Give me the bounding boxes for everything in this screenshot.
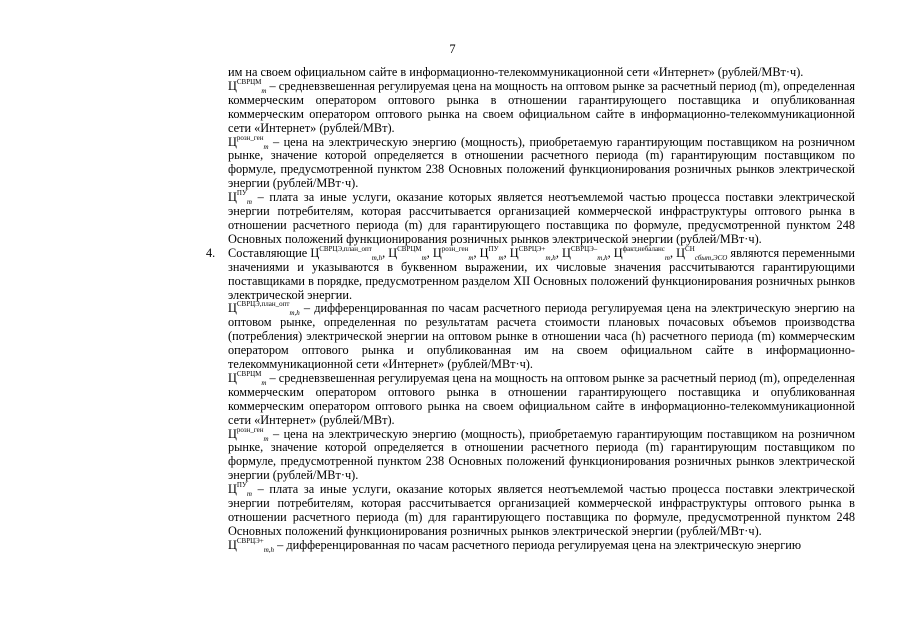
paragraph-text: – средневзвешенная регулируемая цена на мощность на оптовом рынке за расчетный период (m), определенная коммерческим оператором оптового рынка в отношении гарантирующего поставщика и опубликованная коммерческим оператором оптового рынка на своем официальном сайте в информационно-телекоммуникационной сети «Интернет» (рублей/МВт). <box>228 78 855 135</box>
symbol-base: Ц <box>228 301 237 316</box>
page-number: 7 <box>449 42 456 56</box>
symbol-subscript: m <box>421 253 427 262</box>
symbol-base: Ц <box>228 370 237 385</box>
item-lead: Составляющие <box>228 245 311 260</box>
item-number: 4. <box>206 245 216 260</box>
symbol-superscript: ПУ <box>236 189 247 198</box>
paragraph-text: – цена на электрическую энергию (мощность), приобретаемую гарантирующим поставщиком на розничном рынке, значение которой определяется в отношении расчетного периода (m) гарантирующим поставщиком по формуле, предусмотренной пунктом 238 Основных положений функционирования розничных рынков электрической энергии (рублей/МВт·ч). <box>228 134 855 191</box>
definition-paragraph <box>228 66 855 80</box>
symbol-base: Ц <box>479 245 489 260</box>
formula-symbol <box>228 371 266 385</box>
symbol-subscript: m <box>246 490 252 499</box>
paragraph-text: – дифференцированная по часам расчетного периода регулируемая цена на электрическую энергию <box>274 537 802 552</box>
symbol-base: Ц <box>228 134 237 149</box>
item-4-text: Составляющие $Ц^{СВРЦЭ,план\_опт}_{m,h}$, $Ц^{СВРЦМ}_m$, $Ц^{розн\_ген}_m$, $Ц^{ПУ}_m$, $Ц^{СВРЦЭ+}_{m,h}$, $Ц^{СВРЦЭ-}_{m,h}$, $Ц^{факт,небаланс}_m$, $Ц^{СН}_{сбыт,ЭСО}$ являются переменными значениями и указываются в буквенном выражении, их числовые значения рассчитываются гарантирующими поставщиками в порядке, предусмотренном разделом XII Основных положений функционирования розничных рынков электрической энергии. <box>228 244 855 302</box>
symbol-superscript: СВРЦМ <box>236 369 262 378</box>
symbol-base: Ц <box>228 426 237 441</box>
formula-symbol <box>228 135 269 149</box>
paragraph-text: – плата за иные услуги, оказание которых является неотъемлемой частью процесса поставки электрической энергии потребителям, которая рассчитывается организацией коммерческой инфраструктуры оптового рынка в отношении расчетного периода (m) для гарантирующего поставщика по формуле, предусмотренной пунктом 248 Основных положений функционирования розничных рынков электрической энергии (рублей/МВт·ч). <box>228 482 855 538</box>
definition-paragraph <box>228 77 855 136</box>
symbol-superscript: СВРЦМ <box>236 77 262 86</box>
component-symbol <box>676 246 727 260</box>
definitions-block-2 <box>228 302 855 552</box>
symbol-subscript: m,h <box>263 545 275 554</box>
symbol-subscript: m <box>246 198 252 207</box>
component-symbol <box>480 246 504 260</box>
symbol-subscript: m,h <box>597 253 608 262</box>
symbol-subscript: m <box>468 253 474 262</box>
symbol-base: Ц <box>613 245 623 260</box>
component-symbol <box>562 246 608 260</box>
paragraph-text: – цена на электрическую энергию (мощность), приобретаемую гарантирующим поставщиком на розничном рынке, значение которой определяется в отношении расчетного периода (m) гарантирующим поставщиком по формуле, предусмотренной пунктом 238 Основных положений функционирования розничных рынков электрической энергии (рублей/МВт·ч). <box>228 426 855 483</box>
definitions-block-1 <box>228 66 855 247</box>
symbol-subscript: m <box>261 86 267 95</box>
formula-symbol <box>228 189 252 207</box>
formula-symbol <box>228 538 274 552</box>
symbol-base: Ц <box>228 482 237 497</box>
symbol-superscript: СВРЦМ <box>397 244 422 253</box>
paragraph-text: – дифференцированная по часам расчетного периода регулируемая цена на электрическую энергию на оптовом рынке, определенная по результатам расчета стоимости плановых почасовых объемов производства (потребления) электрической энергии на оптовом рынке в отношении часа (h) расчетного периода (m) коммерческим оператором оптового рынка и опубликованная им на своем официальном сайте в информационно-телекоммуникационной сети «Интернет» (рублей/МВт·ч). <box>228 301 855 372</box>
symbol-base: Ц <box>228 537 237 552</box>
definition-paragraph <box>228 191 855 247</box>
symbol-base: Ц <box>561 245 571 260</box>
symbol-base: Ц <box>310 245 320 260</box>
symbol-base: Ц <box>509 245 519 260</box>
paragraph-text: – средневзвешенная регулируемая цена на мощность на оптовом рынке за расчетный период (m), определенная коммерческим оператором оптового рынка в отношении гарантирующего поставщика и опубликованная коммерческим оператором оптового рынка на своем официальном сайте в информационно-телекоммуникационной сети «Интернет» (рублей/МВт). <box>228 370 855 427</box>
symbol-superscript: розн_ген <box>236 133 264 142</box>
symbol-subscript: сбыт,ЭСО <box>694 253 728 262</box>
component-symbol <box>614 246 670 260</box>
component-symbol <box>388 246 426 260</box>
symbol-superscript: розн_ген <box>441 244 469 253</box>
symbol-superscript: СВРЦЭ+ <box>518 244 546 253</box>
component-symbol <box>433 246 474 260</box>
definition-paragraph <box>228 425 855 484</box>
symbol-subscript: m,h <box>289 309 300 318</box>
symbol-subscript: m <box>263 434 269 443</box>
symbol-subscript: m <box>261 378 267 387</box>
symbol-superscript: СВРЦЭ,план_опт <box>319 244 372 253</box>
item-4 <box>206 244 855 303</box>
symbol-superscript: розн_ген <box>236 425 264 434</box>
definition-paragraph <box>228 302 855 372</box>
symbol-superscript: СВРЦЭ,план_опт <box>236 300 290 309</box>
symbol-base: Ц <box>432 245 442 260</box>
symbol-subscript: m <box>664 253 670 262</box>
paragraph-text: – плата за иные услуги, оказание которых является неотъемлемой частью процесса поставки электрической энергии потребителям, которая рассчитывается организацией коммерческой инфраструктуры оптового рынка в отношении расчетного периода (m) для гарантирующего поставщика по формуле, предусмотренной пунктом 248 Основных положений функционирования розничных рынков электрической энергии (рублей/МВт·ч). <box>228 190 855 246</box>
symbol-superscript: СВРЦЭ+ <box>236 536 264 545</box>
symbol-superscript: ПУ <box>488 244 499 253</box>
symbol-superscript: СВРЦЭ– <box>570 244 598 253</box>
definition-paragraph <box>228 133 855 192</box>
symbol-subscript: m <box>263 142 269 151</box>
document-body <box>206 65 855 554</box>
symbol-superscript: СН <box>685 244 695 253</box>
symbol-subscript: m,h <box>371 253 383 262</box>
definition-paragraph <box>228 483 855 539</box>
paragraph-text: им на своем официальном сайте в информационно-телекоммуникационной сети «Интернет» (рублей/МВт·ч). <box>228 65 804 79</box>
component-symbol <box>310 246 382 260</box>
symbol-superscript: факт,небаланс <box>622 244 665 253</box>
symbol-subscript: m <box>498 253 504 262</box>
formula-symbol <box>228 79 266 93</box>
symbol-base: Ц <box>676 245 686 260</box>
definition-paragraph <box>228 369 855 428</box>
symbol-superscript: ПУ <box>236 481 247 490</box>
definition-paragraph <box>228 536 855 554</box>
symbol-subscript: m,h <box>545 253 556 262</box>
symbol-base: Ц <box>228 190 237 205</box>
formula-symbol <box>228 481 252 499</box>
symbol-base: Ц <box>228 78 237 93</box>
symbol-base: Ц <box>388 245 398 260</box>
component-symbol <box>510 246 556 260</box>
item-tail: являются переменными значениями и указываются в буквенном выражении, их числовые значения рассчитываются гарантирующими поставщиками в порядке, предусмотренном разделом XII Основных положений функционирования розничных рынков электрической энергии. <box>228 245 855 302</box>
formula-symbol <box>228 300 300 318</box>
formula-symbol <box>228 427 269 441</box>
